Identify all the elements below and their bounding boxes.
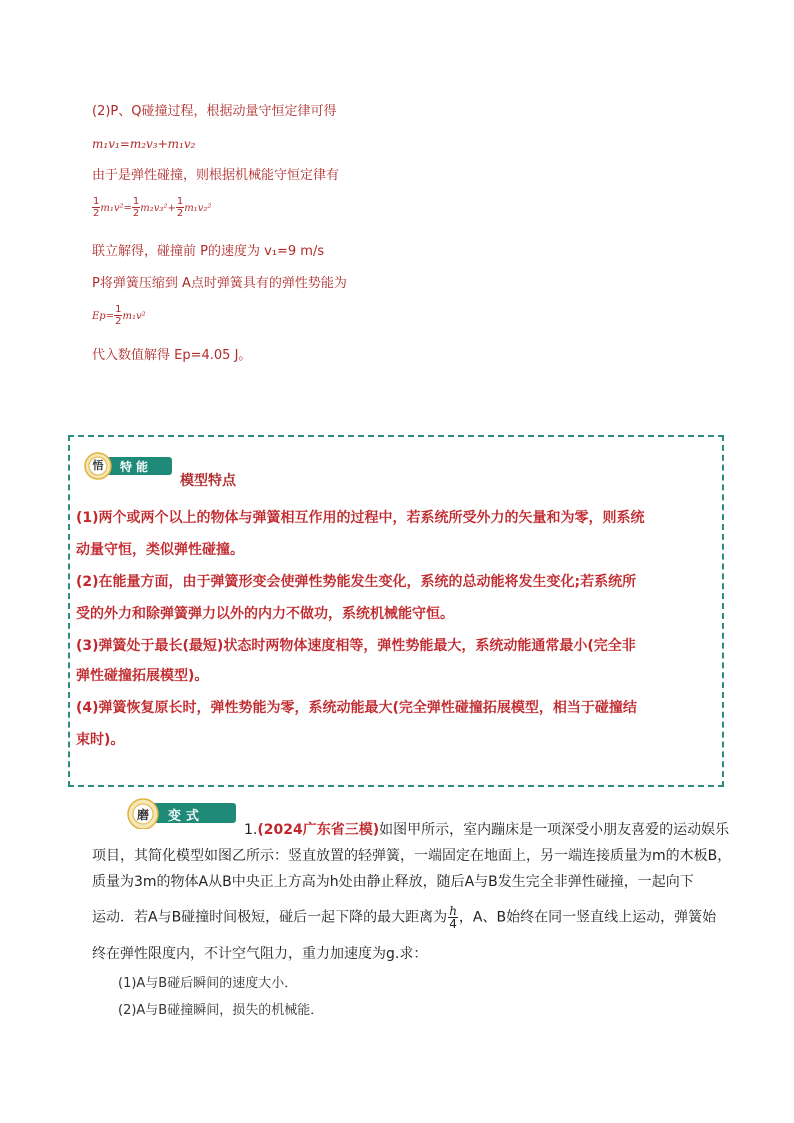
problem-line: 终在弹性限度内，不计空气阻力，重力加速度为g.求： bbox=[92, 946, 428, 962]
problem-line: 1.(2024广东省三模)如图甲所示，室内蹦床是一项深受小朋友喜爱的运动娱乐 bbox=[244, 822, 730, 838]
solution-line-5: 代入数值解得 Ep=4.05 J。 bbox=[92, 348, 252, 363]
feature-point: (1)两个或两个以上的物体与弹簧相互作用的过程中，若系统所受外力的矢量和为零，则系统 bbox=[76, 510, 645, 526]
question-2: (2)A与B碰撞瞬间，损失的机械能． bbox=[118, 1003, 324, 1018]
fraction-half: $\frac{1}{2}$ bbox=[132, 196, 140, 219]
feature-point: 受的外力和除弹簧弹力以外的内力不做功，系统机械能守恒。 bbox=[76, 606, 454, 622]
box-title: 模型特点 bbox=[180, 473, 236, 489]
feature-point: (4)弹簧恢复原长时，弹性势能为零，系统动能最大(完全弹性碰撞拓展模型，相当于碰撞结 bbox=[76, 700, 637, 716]
solution-equation-3: Ep= $\frac{1}{2}$ m₁v² bbox=[92, 304, 146, 327]
feature-point: 束时)。 bbox=[76, 732, 125, 748]
badge-label: 特能 bbox=[120, 460, 153, 474]
fraction-h-over-4: $\frac{h}{4}$ bbox=[449, 904, 457, 931]
feature-point: 动量守恒，类似弹性碰撞。 bbox=[76, 542, 244, 558]
solution-equation-2: $\frac{1}{2}$ m₁v²= $\frac{1}{2}$ m₂v₃²+ $\frac{1}{2}$ m₁v₂² bbox=[93, 196, 212, 219]
problem-line: 质量为3m的物体A从B中央正上方高为h处由静止释放，随后A与B发生完全非弹性碰撞，一起向下 bbox=[92, 874, 694, 890]
solution-equation-1: m₁v₁=m₂v₃+m₁v₂ bbox=[92, 137, 196, 151]
solution-line-1: (2)P、Q碰撞过程，根据动量守恒定律可得 bbox=[92, 104, 337, 119]
feature-point: 弹性碰撞拓展模型)。 bbox=[76, 668, 209, 684]
fraction-half: $\frac{1}{2}$ bbox=[176, 196, 184, 219]
fraction-half: $\frac{1}{2}$ bbox=[115, 304, 122, 327]
solution-line-3: 联立解得，碰撞前 P的速度为 v₁=9 m/s bbox=[92, 244, 325, 259]
badge-char-icon: 悟 bbox=[92, 459, 104, 472]
feature-point: (2)在能量方面，由于弹簧形变会使弹性势能发生变化，系统的总动能将发生变化;若系统所 bbox=[76, 574, 637, 590]
badge-label: 变式 bbox=[168, 809, 205, 824]
solution-line-2: 由于是弹性碰撞，则根据机械能守恒定律有 bbox=[92, 168, 340, 183]
solution-line-4: P将弹簧压缩到 A点时弹簧具有的弹性势能为 bbox=[92, 276, 347, 291]
problem-line: 项目，其简化模型如图乙所示：竖直放置的轻弹簧，一端固定在地面上，另一端连接质量为m的木板B， bbox=[92, 848, 732, 864]
fraction-half: $\frac{1}{2}$ bbox=[93, 196, 100, 219]
feature-point: (3)弹簧处于最长(最短)状态时两物体速度相等，弹性势能最大，系统动能通常最小(完全非 bbox=[76, 638, 636, 654]
problem-line: 运动．若A与B碰撞时间极短，碰后一起下降的最大距离为 $\frac{h}{4}$ ，A、B始终在同一竖直线上运动，弹簧始 bbox=[92, 904, 717, 931]
question-1: (1)A与B碰后瞬间的速度大小． bbox=[118, 976, 298, 991]
badge-char-icon: 磨 bbox=[136, 808, 149, 822]
